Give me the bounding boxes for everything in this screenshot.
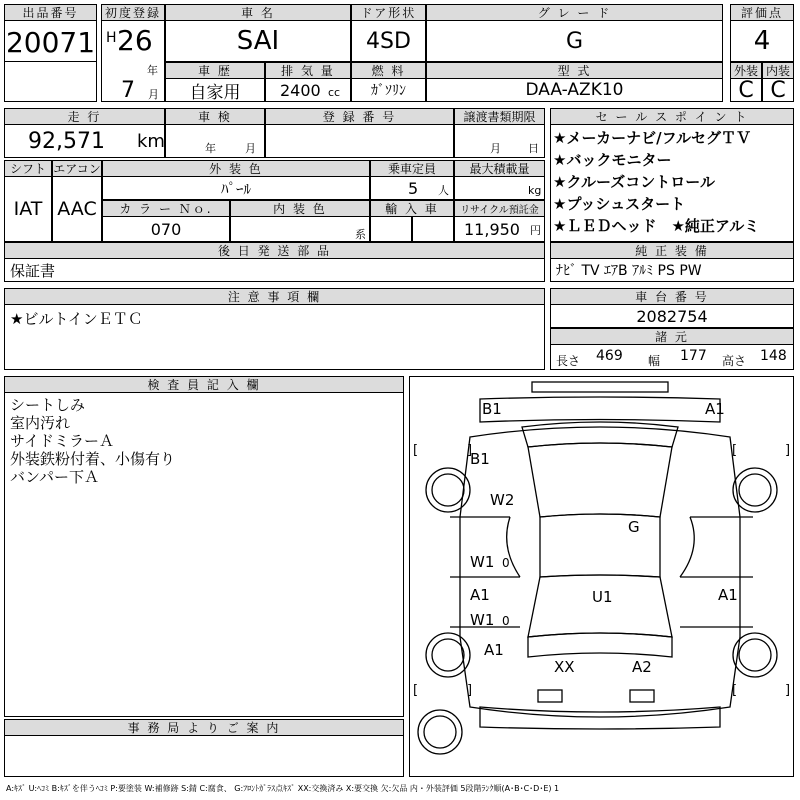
lot-no-value: 20071 (5, 25, 96, 59)
grade-value: G (565, 28, 584, 54)
car-name-value: SAI (236, 26, 280, 56)
ext-color-label: 外 装 色 (102, 160, 370, 177)
insp-year-unit: 年 (205, 142, 216, 155)
color-no-value: 070 (150, 219, 182, 239)
width-label: 幅 (648, 354, 661, 368)
mark-roof: G (628, 518, 640, 536)
later-parts-label: 後 日 発 送 部 品 (4, 242, 545, 259)
ext-color-value: ﾊﾟｰﾙ (220, 179, 251, 198)
transfer-month-unit: 月 (490, 142, 501, 155)
length-value: 469 (596, 348, 623, 364)
sales-point: ★プッシュスタート (553, 195, 686, 213)
int-color-label: 内 装 色 (230, 200, 370, 217)
aircon-label: エアコン (53, 162, 101, 176)
shift-label: シフト (4, 160, 52, 177)
mark-rear-left-w1: W1 (470, 611, 495, 629)
reg-year: 26 (117, 24, 153, 57)
aircon-value: AAC (57, 198, 97, 220)
mark-right-a1: A1 (718, 586, 738, 604)
max-load-label: 最大積載量 (454, 160, 545, 177)
capacity-label: 乗車定員 (370, 160, 454, 177)
sales-point: ★ＬＥＤヘッド ★純正アルミ (553, 217, 760, 235)
exterior-label: 外装 (730, 62, 762, 79)
model-code-value: DAA-AZK10 (525, 80, 624, 100)
inspector-label: 検 査 員 記 入 欄 (4, 376, 404, 393)
caution-label: 注 意 事 項 欄 (4, 288, 545, 305)
sales-points-label: セ ー ル ス ポ イ ン ト (550, 108, 794, 125)
kei-unit: 系 (355, 228, 366, 241)
mark-rear-fender-left: A1 (484, 641, 504, 659)
mark-front-right: A1 (705, 400, 725, 418)
reg-no-label: 登 録 番 号 (265, 108, 454, 125)
year-unit: 年 (147, 64, 158, 77)
reg-month: 7 (121, 78, 135, 103)
exterior-grade-value: C (738, 77, 754, 103)
chassis-no-label: 車 台 番 号 (550, 288, 794, 305)
car-diagram-svg (410, 377, 793, 776)
era-letter: H (106, 30, 117, 46)
inspection-label: 車 検 (165, 108, 265, 125)
recycle-label: リサイクル預託金 (454, 200, 545, 217)
equipment-value: ﾅﾋﾞ TV ｴｱB ｱﾙﾐ PS PW (556, 263, 702, 279)
office-label: 事 務 局 よ り ご 案 内 (4, 719, 404, 736)
mark-rear-right-a2: A2 (632, 658, 652, 676)
svg-text:[: [ (732, 443, 738, 458)
history-label: 車 歴 (165, 62, 265, 79)
recycle-value: 11,950 (464, 219, 520, 239)
mark-door-front-left: W2 (490, 491, 515, 509)
car-name-label: 車 名 (165, 4, 351, 21)
width-value: 177 (680, 348, 707, 364)
sales-point: ★メーカーナビ/フルセグＴＶ (553, 129, 752, 147)
mileage-label: 走 行 (4, 108, 165, 125)
mark-rear-left-a1: A1 (470, 586, 490, 604)
inspector-notes (10, 396, 175, 486)
mark-center: U1 (592, 588, 613, 606)
sales-point: ★クルーズコントロール (553, 173, 715, 191)
capacity-value: 5 (408, 178, 419, 198)
displacement-value: 2400 (280, 80, 321, 100)
model-code-label: 型 式 (426, 62, 723, 79)
damage-diagram (409, 376, 794, 777)
interior-grade-value: C (770, 77, 786, 103)
cc-unit: cc (328, 85, 341, 99)
bracket-left-front: [ (413, 443, 419, 458)
door-type-value: 4SD (366, 28, 411, 54)
legend-text: A:ｷｽﾞ U:ﾍｺﾐ B:ｷｽﾞを伴うﾍｺﾐ P:要塗装 W:補修跡 S:錆 C:腐食、 G:ﾌﾛﾝﾄｶﾞﾗｽ点ｷｽﾞ XX:交換済み X:要交換 欠:欠品 内・外装評価 5段階ﾗﾝｸ順(A･B･C･D･E) 1 (6, 783, 560, 793)
chassis-no-value: 2082754 (636, 306, 708, 326)
svg-text:[: [ (732, 683, 738, 698)
later-parts-value: 保証書 (10, 261, 56, 280)
sales-points-list (553, 127, 793, 237)
transfer-label: 譲渡書類期限 (454, 108, 545, 125)
first-reg-label: 初度登録 (101, 4, 165, 21)
height-label: 高さ (722, 354, 747, 368)
door-type-label: ドア形状 (351, 4, 426, 21)
fuel-label: 燃 料 (351, 62, 426, 79)
inspector-note: バンパー下Ａ (10, 468, 99, 486)
mark-door-left-zero: 0 (502, 556, 510, 570)
bracket-left-front-end: ] (467, 443, 473, 458)
svg-text:]: ] (467, 683, 473, 698)
transfer-day-unit: 日 (528, 142, 539, 155)
kg-unit: kg (528, 184, 542, 197)
mark-front-left: B1 (482, 400, 502, 418)
mark-fender-left: B1 (470, 450, 490, 468)
history-value: 自家用 (189, 82, 241, 103)
equipment-label: 純 正 装 備 (550, 242, 794, 259)
inspector-note: サイドミラーＡ (10, 432, 114, 450)
displacement-label: 排 気 量 (265, 62, 351, 79)
fuel-value: ｶﾞｿﾘﾝ (371, 83, 406, 99)
interior-label: 内装 (762, 62, 794, 79)
height-value: 148 (760, 348, 787, 364)
sales-point: ★バックモニター (553, 151, 672, 169)
import-label: 輸 入 車 (370, 200, 454, 217)
grade-label: グ レ ー ド (426, 4, 723, 21)
inspector-note: 室内汚れ (10, 414, 71, 432)
person-unit: 人 (438, 184, 449, 197)
length-label: 長さ (556, 354, 581, 368)
km-unit: km (137, 130, 165, 152)
mark-rear-left-xx: XX (554, 658, 575, 676)
mileage-value: 92,571 (28, 128, 105, 154)
rating-label: 評価点 (730, 4, 794, 21)
dims-label: 諸 元 (550, 328, 794, 345)
month-unit: 月 (148, 88, 159, 101)
mark-door-left-w1: W1 (470, 553, 495, 571)
rating-value: 4 (753, 26, 771, 56)
lot-no-label: 出品番号 (4, 4, 97, 21)
mark-rear-left-zero: 0 (502, 614, 510, 628)
inspector-note: 外装鉄粉付着、小傷有り (10, 450, 176, 468)
inspector-note: シートしみ (10, 396, 86, 414)
svg-text:[: [ (413, 683, 419, 698)
svg-text:]: ] (785, 683, 791, 698)
insp-month-unit: 月 (245, 142, 256, 155)
yen-unit: 円 (530, 224, 541, 237)
caution-value: ★ビルトインＥＴＣ (10, 310, 143, 328)
svg-text:]: ] (785, 443, 791, 458)
shift-value: IAT (13, 198, 43, 220)
color-no-label: カ ラ ー Ｎｏ. (102, 200, 230, 217)
